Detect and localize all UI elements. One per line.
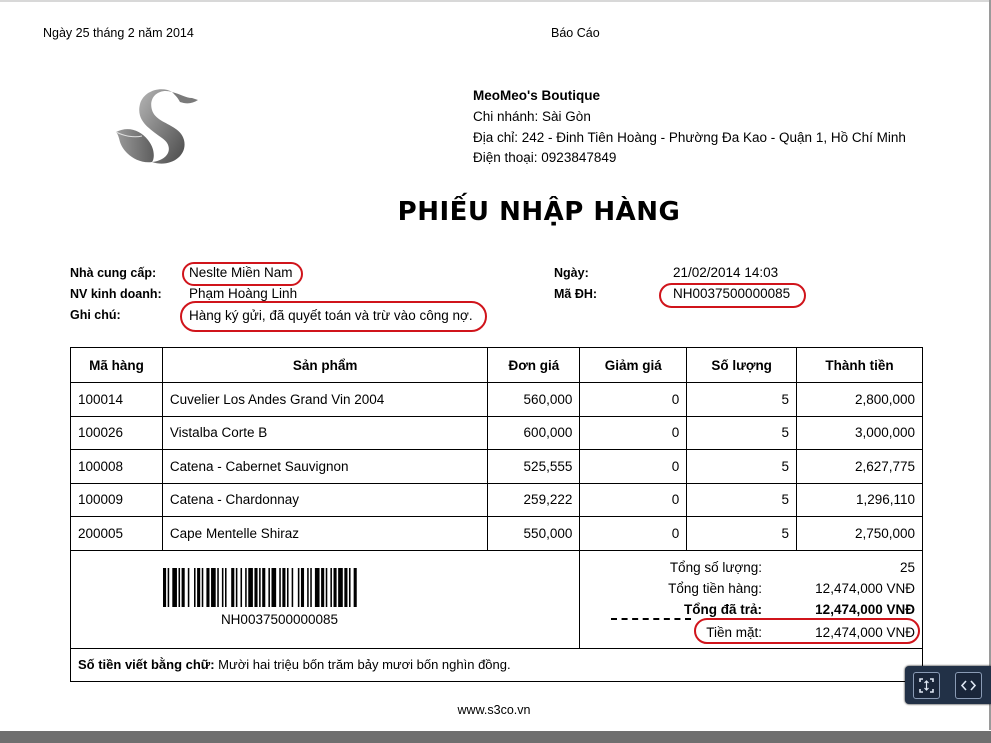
cash-value: 12,474,000 VNĐ (815, 624, 915, 640)
sales-label: NV kinh doanh: (70, 287, 162, 301)
order-label: Mã ĐH: (554, 287, 598, 301)
item-discount: 0 (580, 450, 687, 484)
item-amount: 2,750,000 (797, 517, 923, 551)
item-product: Catena - Cabernet Sauvignon (162, 450, 488, 484)
item-qty: 5 (687, 450, 797, 484)
item-qty: 5 (687, 416, 797, 450)
item-discount: 0 (580, 416, 687, 450)
table-header-row (71, 348, 923, 383)
total-qty-value: 25 (899, 559, 915, 575)
item-product: Vistalba Corte B (162, 416, 488, 450)
item-price: 560,000 (488, 383, 580, 417)
barcode-bar (315, 568, 320, 607)
item-code: 100014 (71, 383, 163, 417)
shop-name: MeoMeo's Boutique (473, 88, 600, 103)
item-amount: 1,296,110 (797, 483, 923, 517)
barcode-bar (301, 568, 304, 607)
shop-address: Địa chỉ: 242 - Đinh Tiên Hoàng - Phường Đa Kao - Quận 1, Hồ Chí Minh (473, 130, 906, 145)
total-qty-label: Tổng số lượng: (669, 559, 762, 575)
viewer-nav-panel (905, 666, 991, 704)
table-row (71, 416, 923, 450)
col-header: Sản phẩm (162, 348, 488, 383)
barcode-bar (338, 568, 343, 607)
dashed-separator (611, 618, 691, 620)
barcode-bar (254, 568, 257, 607)
barcode-bar (354, 568, 357, 607)
prev-next-icon[interactable] (955, 672, 982, 699)
item-qty: 5 (687, 483, 797, 517)
document-title: PHIẾU NHẬP HÀNG (397, 197, 681, 227)
barcode-bar (241, 568, 243, 607)
col-header: Đơn giá (488, 348, 580, 383)
item-price: 259,222 (488, 483, 580, 517)
annotation-oval (180, 301, 487, 332)
amount-in-words-value: Mười hai triệu bốn trăm bảy mươi bốn nghìn đồng. (218, 657, 511, 673)
barcode-bar (287, 568, 289, 607)
supplier-value: Neslte Miền Nam (189, 265, 293, 280)
col-header: Mã hàng (71, 348, 163, 383)
col-header: Thành tiền (797, 348, 923, 383)
item-amount: 3,000,000 (797, 416, 923, 450)
barcode-bar (326, 568, 328, 607)
item-price: 525,555 (488, 450, 580, 484)
report-date: Ngày 25 tháng 2 năm 2014 (43, 26, 194, 40)
barcode-bar (344, 568, 347, 607)
table-row (71, 517, 923, 551)
barcode-bar (330, 568, 332, 607)
barcode-bar (279, 568, 281, 607)
footer-website: www.s3co.vn (457, 703, 531, 717)
barcode-text: NH0037500000085 (220, 611, 339, 627)
barcode-bar (168, 568, 170, 607)
barcode-bar (282, 568, 285, 607)
company-logo (110, 84, 206, 170)
item-code: 100009 (71, 483, 163, 517)
barcode-cell (71, 550, 580, 648)
page-top-edge (0, 0, 991, 2)
date-label: Ngày: (554, 266, 589, 280)
order-value: NH0037500000085 (673, 286, 791, 301)
viewer-bottom-bar (0, 731, 991, 743)
barcode-bar (179, 568, 181, 607)
amount-in-words-row (71, 648, 923, 682)
table-row (71, 383, 923, 417)
total-paid-value: 12,474,000 VNĐ (815, 601, 915, 617)
item-discount: 0 (580, 383, 687, 417)
barcode-bar (334, 568, 337, 607)
note-value: Hàng ký gửi, đã quyết toán và trừ vào công nợ. (189, 308, 473, 323)
barcode-bar (217, 568, 219, 607)
item-qty: 5 (687, 383, 797, 417)
barcode-bar (231, 568, 234, 607)
item-code: 100026 (71, 416, 163, 450)
item-discount: 0 (580, 517, 687, 551)
annotation-oval (659, 283, 806, 308)
item-price: 550,000 (488, 517, 580, 551)
barcode-bar (225, 568, 227, 607)
note-label: Ghi chú: (70, 308, 121, 322)
barcode-bar (172, 568, 177, 607)
barcode-image (163, 568, 395, 607)
barcode-bar (259, 568, 261, 607)
barcode-bar (321, 568, 324, 607)
barcode-bar (182, 568, 185, 607)
barcode-bar (307, 568, 309, 607)
date-value: 21/02/2014 14:03 (673, 265, 779, 280)
barcode-bar (236, 568, 238, 607)
barcode-bar (268, 568, 270, 607)
item-product: Catena - Chardonnay (162, 483, 488, 517)
amount-in-words-label: Số tiền viết bằng chữ: (78, 657, 215, 673)
barcode-bar (248, 568, 253, 607)
barcode-bar (211, 568, 216, 607)
barcode-bar (245, 568, 247, 607)
col-header: Số lượng (687, 348, 797, 383)
barcode-bar (298, 568, 300, 607)
report-label: Báo Cáo (551, 26, 600, 40)
item-discount: 0 (580, 483, 687, 517)
amount-in-words-cell (71, 648, 923, 682)
item-amount: 2,800,000 (797, 383, 923, 417)
barcode-bar (292, 568, 294, 607)
table-row (71, 483, 923, 517)
barcode-bar (206, 568, 209, 607)
barcode-bar (202, 568, 204, 607)
barcode-bar (262, 568, 265, 607)
barcode-bar (188, 568, 190, 607)
annotation-oval (182, 262, 303, 286)
total-goods-label: Tổng tiền hàng: (668, 580, 762, 596)
barcode-bar (310, 568, 312, 607)
barcode-bar (222, 568, 224, 607)
annotation-oval (694, 618, 920, 644)
item-price: 600,000 (488, 416, 580, 450)
item-code: 200005 (71, 517, 163, 551)
item-code: 100008 (71, 450, 163, 484)
total-paid-label: Tổng đã trả: (684, 601, 762, 617)
item-product: Cuvelier Los Andes Grand Vin 2004 (162, 383, 488, 417)
fit-page-icon[interactable] (913, 672, 940, 699)
col-header: Giảm giá (580, 348, 687, 383)
item-amount: 2,627,775 (797, 450, 923, 484)
barcode-bar (163, 568, 166, 607)
table-row (71, 450, 923, 484)
sales-value: Phạm Hoàng Linh (189, 286, 298, 301)
barcode-bar (349, 568, 351, 607)
barcode-bar (272, 568, 277, 607)
barcode-bar (194, 568, 196, 607)
barcode-bar (197, 568, 200, 607)
supplier-label: Nhà cung cấp: (70, 266, 157, 280)
shop-phone: Điện thoại: 0923847849 (473, 150, 617, 165)
item-qty: 5 (687, 517, 797, 551)
total-goods-value: 12,474,000 VNĐ (815, 580, 915, 596)
cash-label: Tiền mặt: (706, 624, 762, 640)
shop-branch: Chi nhánh: Sài Gòn (473, 109, 591, 124)
item-product: Cape Mentelle Shiraz (162, 517, 488, 551)
